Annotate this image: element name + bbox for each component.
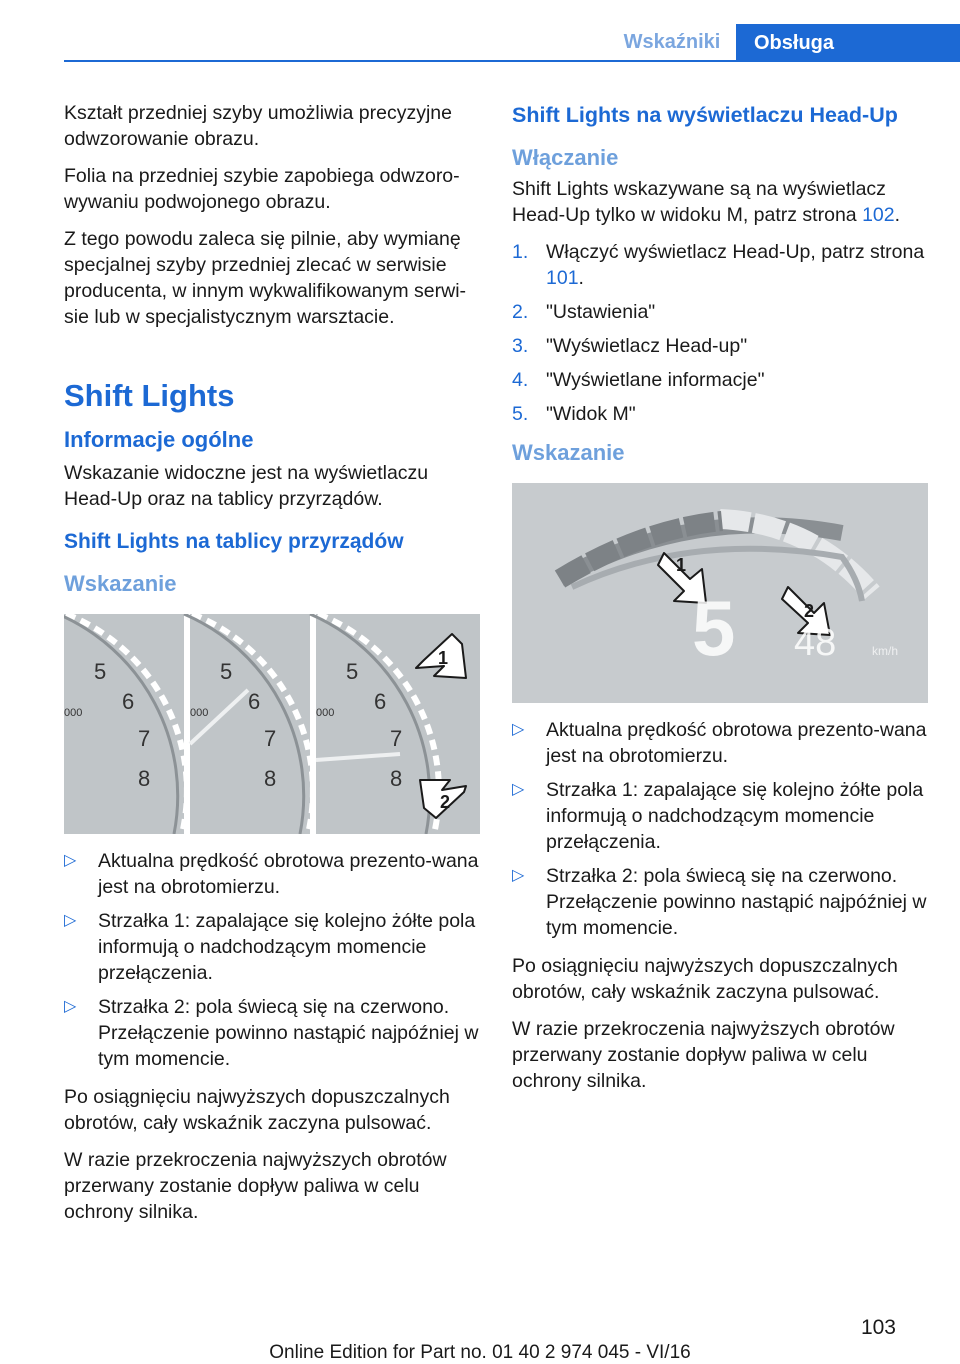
- header-rule: [64, 60, 960, 62]
- triangle-bullet-icon: ▷: [64, 998, 77, 1015]
- list-item: ▷ Strzałka 2: pola świecą się na czerwono. Przełączenie powinno nastąpić najpóźniej w tym momencie.: [64, 996, 479, 1070]
- hud-speed-unit: km/h: [872, 644, 899, 658]
- bullet-list: [512, 717, 932, 941]
- triangle-bullet-icon: ▷: [64, 912, 77, 929]
- arrow-label: 1: [438, 648, 449, 668]
- list-item: 5. "Widok M": [512, 403, 636, 425]
- gauge-number: 5: [346, 659, 359, 684]
- section-title: Shift Lights: [64, 378, 235, 413]
- edition-footer: Online Edition for Part no. 01 40 2 974 045 - VI/16: [269, 1342, 691, 1363]
- steps-list: [512, 239, 932, 427]
- list-item: ▷ Aktualna prędkość obrotowa prezento-wana jest na obrotomierzu.: [512, 719, 927, 767]
- list-item: ▷ Strzałka 2: pola świecą się na czerwono. Przełączenie powinno nastąpić najpóźniej w tym momencie.: [512, 865, 927, 939]
- subsection-title: Informacje ogólne: [64, 427, 254, 452]
- list-item: 1. Włączyć wyświetlacz Head-Up, patrz strona 101.: [512, 241, 925, 289]
- gauge-side-label: 000: [64, 707, 83, 719]
- minor-heading: Wskazanie: [64, 571, 177, 596]
- triangle-bullet-icon: ▷: [512, 867, 525, 884]
- gauge-number: 8: [390, 766, 403, 791]
- paragraph: W razie przekroczenia najwyższych obrotów przerwany zostanie dopływ paliwa w celu ochrony silnika.: [64, 1149, 447, 1223]
- minor-heading: Wskazanie: [512, 440, 625, 465]
- tab-wskazniki[interactable]: Wskaźniki: [623, 31, 721, 53]
- paragraph: Z tego powodu zaleca się pilnie, aby wymianę specjalnej szyby przedniej zlecać w serwisie producenta, w innym wykwalifikowanym serwi-sie lub w specjalistycznym warsztacie.: [64, 228, 467, 328]
- gauge-number: 5: [220, 659, 233, 684]
- minor-heading: Włączanie: [512, 145, 619, 170]
- gauge-number: 6: [374, 689, 387, 714]
- list-item: ▷ Strzałka 1: zapalające się kolejno żółte pola informują o nadchodzącym momencie przełączenia.: [64, 910, 476, 984]
- instrument-cluster-figure: [64, 614, 480, 834]
- paragraph: Kształt przedniej szyby umożliwia precyzyjne odwzorowanie obrazu.: [64, 102, 452, 150]
- paragraph: W razie przekroczenia najwyższych obrotów przerwany zostanie dopływ paliwa w celu ochrony silnika.: [512, 1018, 895, 1092]
- subsection-title: Shift Lights na wyświetlaczu Head-Up: [512, 103, 898, 127]
- left-column: [64, 100, 484, 1236]
- gauge-panel-3: [310, 614, 480, 834]
- bullet-list: [64, 848, 484, 1072]
- triangle-bullet-icon: ▷: [64, 852, 77, 869]
- arrow-label: 2: [440, 792, 451, 812]
- gauge-number: 7: [264, 726, 277, 751]
- gauge-number: 6: [248, 689, 261, 714]
- gauge-side-label: 000: [190, 707, 209, 719]
- gauge-number: 5: [94, 659, 107, 684]
- gauge-number: 8: [138, 766, 151, 791]
- list-item: 3. "Wyświetlacz Head-up": [512, 335, 748, 357]
- list-item: ▷ Aktualna prędkość obrotowa prezento-wana jest na obrotomierzu.: [64, 850, 479, 898]
- gauge-number: 7: [138, 726, 151, 751]
- page-number: 103: [860, 1316, 896, 1339]
- paragraph: Shift Lights wskazywane są na wyświetlacz Head-Up tylko w widoku M, patrz strona 102.: [512, 178, 901, 226]
- arrow-label: 1: [676, 555, 687, 575]
- arrow-label: 2: [804, 601, 815, 621]
- tab-obsluga[interactable]: Obsługa: [736, 24, 960, 62]
- subsection-title: Shift Lights na tablicy przyrządów: [64, 530, 404, 553]
- gauge-number: 7: [390, 726, 403, 751]
- hud-gear: 5: [692, 584, 736, 672]
- gauge-number: 8: [264, 766, 277, 791]
- paragraph: Folia na przedniej szybie zapobiega odwzoro-wywaniu podwojonego obrazu.: [64, 165, 460, 213]
- gauge-panel-2: [184, 614, 313, 834]
- gauge-number: 6: [122, 689, 135, 714]
- list-item: 2. "Ustawienia": [512, 301, 656, 323]
- gauge-panel-1: [64, 614, 187, 834]
- page-link[interactable]: 102: [862, 204, 895, 226]
- right-column: [512, 100, 932, 1105]
- triangle-bullet-icon: ▷: [512, 721, 525, 738]
- gauge-side-label: 000: [316, 707, 335, 719]
- paragraph: Po osiągnięciu najwyższych dopuszczalnych obrotów, cały wskaźnik zaczyna pulsować.: [64, 1086, 450, 1134]
- paragraph: Po osiągnięciu najwyższych dopuszczalnych obrotów, cały wskaźnik zaczyna pulsować.: [512, 955, 898, 1003]
- list-item: ▷ Strzałka 1: zapalające się kolejno żółte pola informują o nadchodzącym momencie przełączenia.: [512, 779, 924, 853]
- paragraph: Wskazanie widoczne jest na wyświetlaczu Head-Up oraz na tablicy przyrządów.: [64, 462, 429, 510]
- page-link[interactable]: 101: [546, 267, 579, 289]
- head-up-display-figure: [512, 483, 928, 703]
- triangle-bullet-icon: ▷: [512, 781, 525, 798]
- hud-speed: 48: [794, 622, 837, 664]
- list-item: 4. "Wyświetlane informacje": [512, 369, 765, 391]
